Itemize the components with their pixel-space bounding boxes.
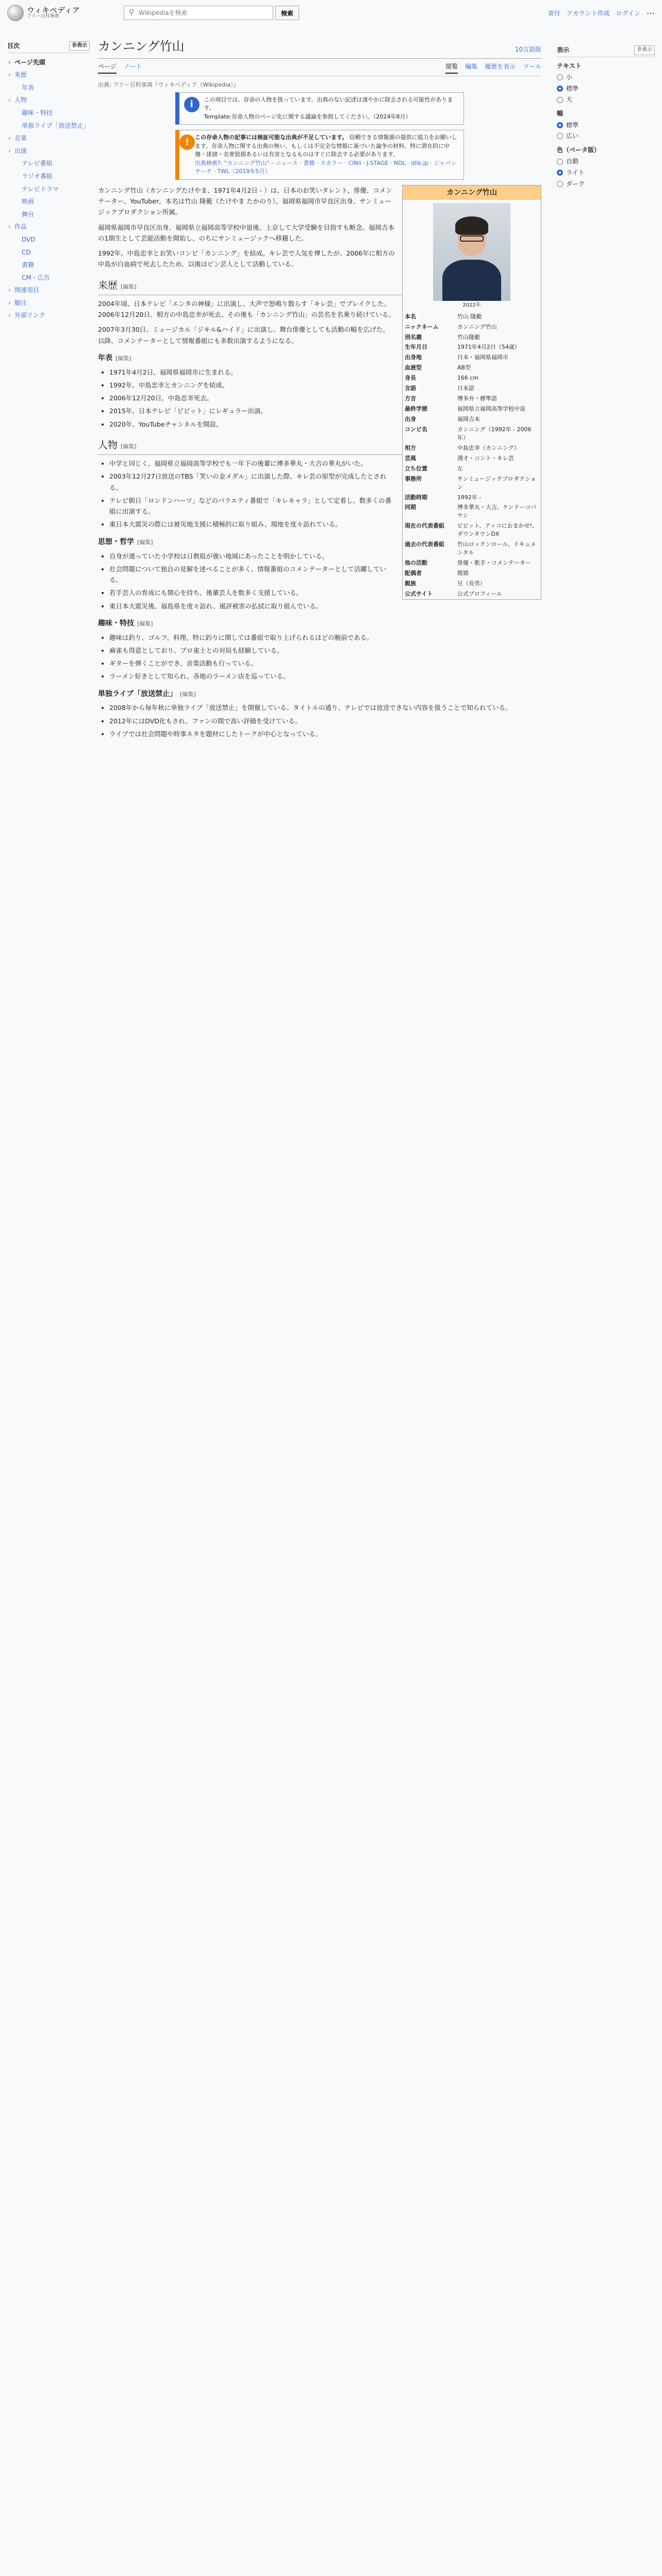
tab-tools[interactable]: ツール: [523, 63, 541, 71]
text-size-option[interactable]: [557, 95, 655, 105]
toc-header: [7, 41, 90, 53]
radio-icon: [557, 133, 563, 139]
toc-item[interactable]: › 外部リンク: [7, 309, 90, 322]
radio-icon: [557, 74, 563, 80]
heading-timeline: 年表 [編集]: [98, 353, 131, 362]
infobox-value: サンミュージックプロダクション: [457, 475, 536, 490]
tab-history[interactable]: 履歴を表示: [485, 63, 516, 71]
notice-sub: Template:存命人物のページ化に関する議論を参照してください。（2024年8月）: [204, 113, 411, 120]
infobox-row: [403, 394, 541, 404]
toc-item[interactable]: テレビドラマ: [22, 185, 59, 193]
infobox-value: 竹山隆範: [457, 333, 480, 341]
tab-read[interactable]: 閲覧: [445, 62, 458, 74]
color-option-label: ライト: [566, 168, 585, 176]
wikipedia-logo[interactable]: [7, 3, 85, 23]
tab-edit[interactable]: 編集: [465, 63, 478, 71]
edit-section-link[interactable]: [編集]: [180, 690, 196, 698]
infobox-key: 他の活動: [405, 560, 427, 567]
infobox-key: 相方: [405, 444, 416, 451]
list-item: • テレビ朝日「ロンドンハーツ」などのバラエティ番組で「キレキャラ」として定着し、数多くの番組に出演する。: [109, 495, 541, 517]
infobox-row: [403, 352, 541, 363]
list-item: • 1992年、中島忠幸とカンニングを結成。: [109, 380, 541, 391]
infobox-value: 福岡吉本: [457, 416, 480, 422]
list-item: • 東日本大震災後、福島県を度々訪れ、風評被害の払拭に取り組んでいる。: [109, 601, 541, 612]
text-size-option-label: 標準: [566, 84, 579, 92]
infobox-key: 本名: [405, 313, 416, 320]
list-item: • 2012年にはDVD化もされ、ファンの間で高い評価を受けている。: [109, 716, 541, 726]
infobox-key: 血液型: [405, 364, 422, 371]
infobox-row: [403, 373, 541, 383]
info-icon: i: [184, 97, 200, 112]
list-item: • 2006年12月20日、中島忠幸死去。: [109, 393, 541, 403]
heading-thought: 思想・哲学 [編集]: [98, 537, 153, 546]
list-item: • 若手芸人の育成にも関心を持ち、後輩芸人を数多く支援している。: [109, 587, 541, 598]
page-tabs: [98, 59, 541, 76]
infobox-key: 最終学歴: [405, 405, 427, 413]
infobox-key: 事務所: [405, 475, 422, 482]
toc-item[interactable]: › 来歴: [7, 69, 90, 81]
site-header: [0, 0, 662, 26]
living-person-notice: [175, 92, 464, 125]
edit-section-link[interactable]: [編集]: [121, 283, 137, 290]
toc-item[interactable]: 舞台: [22, 210, 35, 218]
radio-icon: [557, 122, 563, 128]
heading-person: 人物 [編集]: [98, 437, 541, 455]
globe-icon: [7, 5, 24, 21]
article-body: [98, 185, 541, 739]
search-icon: ⚲: [128, 8, 135, 17]
infobox-key: 現在の代表番組: [405, 522, 444, 530]
infobox: [402, 185, 541, 600]
paragraph: 1992年、中島忠幸とお笑いコンビ「カンニング」を結成。キレ芸で人気を博したが、2006年に相方の中島が白血病で死去したため、以後はピン芸人として活動している。: [98, 249, 395, 268]
infobox-value: 中島忠幸（カンニング）: [457, 444, 520, 451]
infobox-value: 竹山 隆範: [457, 313, 482, 320]
infobox-row: [403, 502, 541, 521]
infobox-value: 左: [457, 465, 463, 472]
infobox-key: 同期: [405, 504, 416, 511]
infobox-value: 166 cm: [457, 375, 479, 382]
appearance-panel: [557, 41, 655, 190]
edit-section-link[interactable]: [編集]: [137, 538, 153, 546]
infobox-key: 活動時期: [405, 494, 427, 501]
toc-item[interactable]: › 出演: [7, 145, 90, 158]
infobox-key: 配偶者: [405, 570, 422, 577]
toc-item[interactable]: DVD: [22, 235, 36, 243]
main-content: [98, 26, 541, 2576]
infobox-value: 漫才・コント・キレ芸: [457, 454, 514, 462]
infobox-key: 出身: [405, 416, 416, 422]
portrait-photo[interactable]: [433, 203, 510, 301]
infobox-row: [403, 539, 541, 558]
infobox-value: 博多弁・標準語: [457, 395, 497, 402]
infobox-key: 親族: [405, 580, 416, 587]
edit-section-link[interactable]: [編集]: [137, 620, 153, 627]
color-option[interactable]: [557, 157, 655, 166]
infobox-value: 日本・福岡県福岡市: [457, 354, 508, 361]
infobox-key: 出身地: [405, 354, 422, 361]
edit-section-link[interactable]: [編集]: [121, 443, 137, 450]
text-size-options: [557, 73, 655, 105]
infobox-value: カンニング（1992年 - 2006年）: [457, 426, 532, 441]
infobox-row: [403, 342, 541, 352]
notice-bold: この存命人物の記事には検証可能な出典が不足しています。: [195, 134, 348, 141]
list-item: • 中学と同じく、福岡県立福岡高等学校でも一年下の後輩に博多華丸・大吉の華丸がいた。: [109, 458, 541, 469]
radio-icon: [557, 86, 563, 92]
list-item: • 1971年4月2日、福岡県福岡市に生まれる。: [109, 367, 541, 378]
color-label: 色（ベータ版）: [557, 146, 601, 154]
toc-item[interactable]: 趣味・特技: [22, 109, 53, 116]
infobox-row: [403, 453, 541, 464]
text-size-option[interactable]: [557, 73, 655, 82]
infobox-value: 1992年 -: [457, 494, 482, 501]
radio-icon: [557, 170, 563, 176]
text-size-option[interactable]: [557, 84, 655, 94]
infobox-value: 博多華丸・大吉、ケンドーコバヤシ: [457, 504, 537, 519]
toc-item[interactable]: › 人物: [7, 94, 90, 107]
list-item: • 麻雀も得意としており、プロ雀士との対局も経験している。: [109, 645, 541, 656]
toc-item[interactable]: CD: [22, 248, 31, 256]
infobox-row: [403, 383, 541, 394]
infobox-value: 公式プロフィール: [457, 590, 502, 597]
paragraph: 2004年頃、日本テレビ「エンタの神様」に出演し、大声で怒鳴り散らす「キレ芸」でブレイクした。2006年12月20日、相方の中島忠幸が死去。その後も「カンニング竹山」の芸名を名乗り続けている。: [98, 299, 395, 319]
donate-link[interactable]: 寄付: [548, 10, 560, 18]
infobox-row: [403, 589, 541, 599]
paragraph: 2007年3月30日、ミュージカル「ジキル&ハイド」に出演し、舞台俳優としても活動の幅を広げた。以降、コメンテーターとして情報番組にも多数出演するようになる。: [98, 326, 389, 345]
appearance-hide-button[interactable]: 非表示: [634, 45, 655, 55]
infobox-key: 身長: [405, 375, 416, 382]
live-list: [109, 702, 541, 739]
toc-item[interactable]: › 脚注: [7, 297, 90, 310]
list-item: • 2008年から毎年秋に単独ライブ「放送禁止」を開催している。タイトルの通り、テレビでは放送できない内容を扱うことで知られている。: [109, 702, 541, 713]
hobby-list: [109, 632, 541, 682]
infobox-value: 日本語: [457, 385, 474, 392]
tab-talk[interactable]: ノート: [123, 63, 142, 71]
toc-item[interactable]: › 関連項目: [7, 284, 90, 297]
page-title-bar: [98, 26, 541, 59]
toc-item[interactable]: 映画: [22, 198, 35, 206]
infobox-key: 過去の代表番組: [405, 541, 444, 548]
infobox-value: 竹山ロックンロール、ドキュメンタル: [457, 541, 536, 556]
width-option[interactable]: [557, 121, 655, 130]
toc-sidebar: [7, 41, 90, 322]
user-links: [548, 7, 655, 20]
sources-needed-notice: [175, 130, 464, 180]
edit-section-link[interactable]: [編集]: [115, 354, 131, 362]
appearance-title: 表示: [557, 46, 570, 54]
infobox-key: 公式サイト: [405, 590, 433, 597]
infobox-value: カンニング竹山: [457, 323, 497, 330]
list-item: • 趣味は釣り、ゴルフ、料理。特に釣りに関しては番組で取り上げられるほどの腕前である。: [109, 632, 541, 643]
infobox-value: 俳優・歌手・コメンテーター: [457, 560, 531, 567]
text-size-label: テキスト: [557, 62, 582, 70]
list-item: • ラーメン好きとして知られ、各地のラーメン店を巡っている。: [109, 671, 541, 682]
infobox-row: [403, 579, 541, 589]
toc-item[interactable]: 書籍: [22, 261, 35, 269]
infobox-table: [403, 312, 541, 599]
width-label: 幅: [557, 109, 564, 117]
toc-item[interactable]: CM・広告: [22, 274, 50, 281]
infobox-row: [403, 493, 541, 503]
warning-icon: !: [179, 134, 195, 150]
infobox-key: 別名義: [405, 333, 422, 341]
heading-hobby: 趣味・特技 [編集]: [98, 619, 153, 628]
color-option-label: 自動: [566, 158, 579, 165]
photo-caption: 2022年: [462, 302, 481, 309]
infobox-value: ビビット、アッコにおまかせ!、ダウンタウンDX: [457, 522, 538, 538]
infobox-row: [403, 558, 541, 568]
infobox-row: [403, 425, 541, 443]
infobox-row: [403, 474, 541, 493]
infobox-key: コンビ名: [405, 426, 427, 433]
width-options: [557, 121, 655, 141]
infobox-row: [403, 414, 541, 425]
infobox-row: [403, 464, 541, 474]
infobox-key: 芸風: [405, 454, 416, 462]
width-option-label: 広い: [566, 132, 579, 140]
toc-item[interactable]: テレビ番組: [22, 160, 53, 167]
infobox-key: 立ち位置: [405, 465, 427, 472]
list-item: • ライブでは社会問題や時事ネタを題材にしたトークが中心となっている。: [109, 728, 541, 739]
toc-item[interactable]: ラジオ番組: [22, 172, 53, 180]
color-option[interactable]: [557, 179, 655, 189]
toc-item[interactable]: › ページ先頭: [7, 56, 90, 69]
more-menu-icon[interactable]: ⋯: [647, 8, 655, 18]
infobox-value: 兄（長男）: [457, 580, 486, 587]
infobox-value: 福岡県立福岡高等学校中退: [457, 405, 525, 413]
color-option[interactable]: [557, 168, 655, 178]
infobox-row: [403, 521, 541, 539]
color-option-label: ダーク: [566, 180, 585, 188]
list-item: • 社会問題について独自の見解を述べることが多く、情報番組のコメンテーターとして活躍している。: [109, 564, 541, 586]
login-link[interactable]: ログイン: [616, 10, 640, 18]
infobox-row: [403, 332, 541, 343]
radio-icon: [557, 181, 563, 187]
logo-subtitle: フリー百科事典: [27, 14, 59, 20]
heading-live: 単独ライブ「放送禁止」 [編集]: [98, 689, 196, 698]
infobox-key: ニックネーム: [405, 323, 439, 330]
list-item: • 2020年、YouTubeチャンネルを開設。: [109, 419, 541, 430]
search-button[interactable]: 検索: [275, 6, 299, 20]
page-title: カンニング竹山: [98, 39, 185, 54]
infobox-row: [403, 404, 541, 414]
list-item: • 2015年、日本テレビ「ビビット」にレギュラー出演。: [109, 405, 541, 416]
radio-icon: [557, 159, 563, 165]
infobox-row: [403, 568, 541, 579]
infobox-key: 言語: [405, 385, 416, 392]
appearance-header: [557, 45, 655, 57]
infobox-row: [403, 443, 541, 453]
logo-title: ウィキペディア: [27, 5, 80, 15]
infobox-value: 既婚: [457, 570, 469, 577]
search-input[interactable]: [139, 9, 273, 16]
list-item: • ギターを弾くことができ、音楽活動も行っている。: [109, 658, 541, 669]
infobox-row: [403, 322, 541, 332]
infobox-row: [403, 363, 541, 373]
source-line: 出典: フリー百科事典『ウィキペディア（Wikipedia）』: [98, 81, 239, 88]
list-item: • 2003年12月27日放送のTBS「笑いの金メダル」に出演した際、キレ芸の原型が完成したとされる。: [109, 471, 541, 493]
infobox-title: カンニング竹山: [403, 185, 541, 200]
width-option-label: 標準: [566, 121, 579, 129]
color-options: [557, 157, 655, 189]
infobox-key: 生年月日: [405, 344, 427, 351]
infobox-value: 1971年4月2日（54歳）: [457, 344, 520, 351]
list-item: • 東日本大震災の際には被災地支援に積極的に取り組み、現地を度々訪れている。: [109, 519, 541, 530]
source-search-links[interactable]: 出典検索?: "カンニング竹山" – ニュース · 書籍 · スカラー · CiNii · J-STAGE · NDL · dlib.jp · ジャパンサーチ · TWL（2019年5月）: [195, 159, 457, 175]
heading-history: 来歴 [編集]: [98, 277, 541, 295]
toc-item[interactable]: › 音楽: [7, 132, 90, 145]
search-box: [124, 6, 273, 20]
infobox-value: AB型: [457, 364, 471, 371]
toc-hide-button[interactable]: 非表示: [69, 41, 90, 50]
tab-page[interactable]: ページ: [98, 62, 117, 74]
radio-icon: [557, 97, 563, 103]
toc-title: 目次: [7, 42, 20, 49]
list-item: • 自身が通っていた小学校は日教組が強い地域にあったことを明かしている。: [109, 551, 541, 562]
toc-item[interactable]: 単独ライブ「放送禁止」: [22, 122, 90, 129]
paragraph: カンニング竹山（カンニングたけやま、1971年4月2日 - ）は、日本のお笑いタレント、俳優、コメンテーター、YouTuber。本名は竹山 隆範（たけやま たかのり）。福岡県福岡市早良区出身。サンミュージックプロダクション所属。: [98, 186, 392, 216]
notice-body: 信頼できる情報源の提供に協力をお願いします。存命人物に関する出典の無い、もしくは不完全な情報に基づいた論争の材料、特に潜在的に中傷・誹謗・名誉毀損あるいは有害となるものはすぐに除去する必要があります。: [195, 134, 457, 158]
toc-item[interactable]: › 作品: [7, 221, 90, 233]
language-button[interactable]: 10言語版: [515, 45, 541, 53]
paragraph: 福岡県福岡市早良区出身。福岡県立福岡高等学校中退後、上京して大学受験を目指すも断念。福岡吉本の1期生として芸能活動を開始し、のちにサンミュージックへ移籍した。: [98, 223, 395, 242]
create-account-link[interactable]: アカウント作成: [566, 10, 610, 18]
infobox-key: 方言: [405, 395, 416, 402]
text-size-option-label: 大: [566, 96, 573, 104]
notice-text: この項目では、存命の人物を扱っています。出典のない記述は速やかに除去される可能性があります。: [204, 96, 453, 112]
toc-list: [7, 56, 90, 322]
toc-item[interactable]: 年表: [22, 83, 35, 91]
text-size-option-label: 小: [566, 74, 573, 81]
infobox-row: [403, 312, 541, 322]
width-option[interactable]: [557, 131, 655, 141]
